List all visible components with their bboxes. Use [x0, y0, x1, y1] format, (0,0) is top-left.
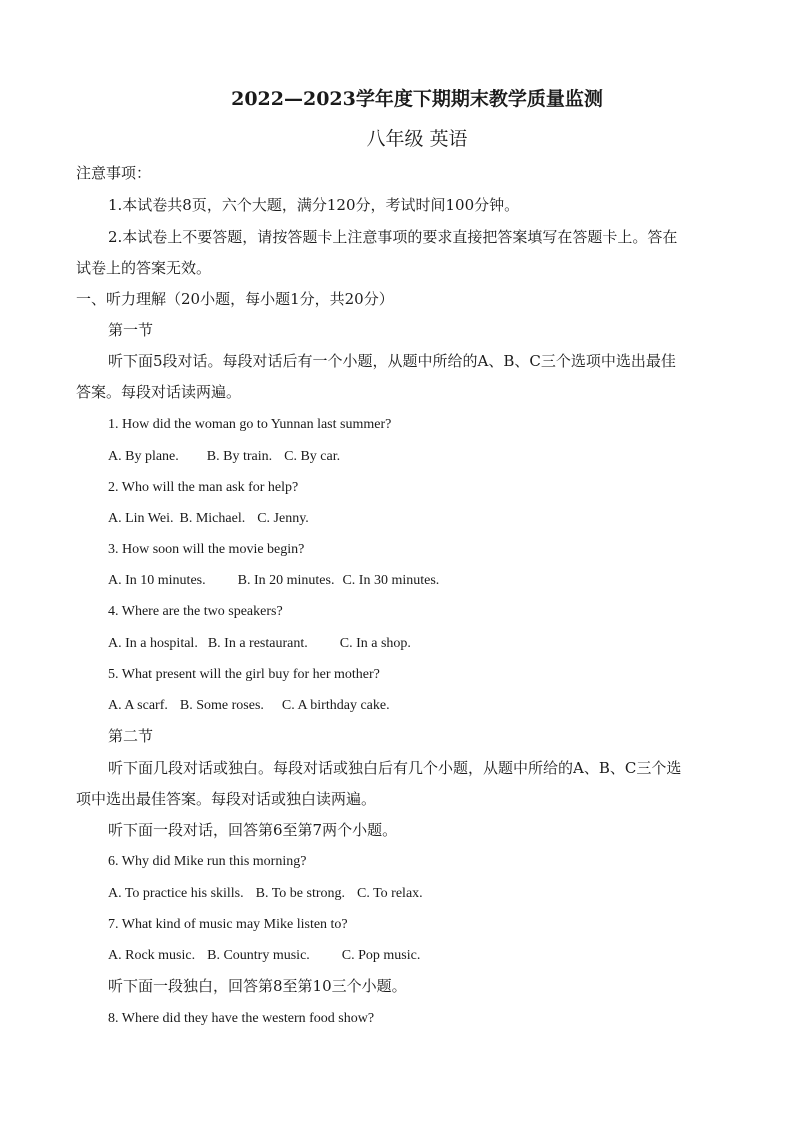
notice-heading: 注意事项： — [76, 164, 152, 182]
notice-item-2-line-2: 试卷上的答案无效。 — [76, 259, 212, 277]
option-b: B. To be strong. — [255, 886, 346, 901]
option-a: A. A scarf. — [108, 698, 168, 713]
notice-item-1: 1.本试卷共8页，六个大题，满分120分，考试时间100分钟。 — [108, 196, 520, 214]
question-1: 1. How did the woman go to Yunnan last summer? — [108, 417, 392, 432]
section2-instruction-line-1: 听下面几段对话或独白。每段对话或独白后有几个小题，从题中所给的A、B、C三个选 — [108, 759, 682, 777]
question-8: 8. Where did they have the western food show? — [108, 1011, 375, 1026]
option-c: C. Pop music. — [341, 948, 421, 963]
question-6-options — [108, 887, 423, 901]
question-7-options — [108, 949, 420, 963]
exam-title: 2022—2023学年度下期期末教学质量监测 — [231, 88, 603, 110]
question-5: 5. What present will the girl buy for her mother? — [108, 667, 380, 682]
option-b: B. By train. — [206, 449, 273, 464]
option-b: B. In a restaurant. — [207, 636, 308, 651]
section2-label: 第二节 — [108, 727, 154, 745]
notice-item-2-line-1: 2.本试卷上不要答题，请按答题卡上注意事项的要求直接把答案填写在答题卡上。答在 — [108, 228, 678, 246]
section1-instruction-line-1: 听下面5段对话。每段对话后有一个小题，从题中所给的A、B、C三个选项中选出最佳 — [108, 352, 676, 370]
option-b: B. Some roses. — [179, 698, 264, 713]
part1-heading: 一、听力理解（20小题，每小题1分，共20分） — [76, 290, 394, 308]
option-c: C. In 30 minutes. — [342, 573, 440, 588]
option-a: A. Rock music. — [108, 948, 196, 963]
section2-instruction-line-2: 项中选出最佳答案。每段对话或独白读两遍。 — [76, 790, 377, 808]
option-a: A. In 10 minutes. — [108, 573, 206, 588]
option-c: C. In a shop. — [339, 636, 411, 651]
monologue-group-2-intro: 听下面一段独白，回答第8至第10三个小题。 — [108, 977, 407, 995]
option-a: A. To practice his skills. — [108, 886, 244, 901]
option-b: B. Country music. — [207, 948, 310, 963]
option-c: C. A birthday cake. — [281, 698, 390, 713]
section1-instruction-line-2: 答案。每段对话读两遍。 — [76, 383, 242, 401]
question-2: 2. Who will the man ask for help? — [108, 480, 299, 495]
question-1-options — [108, 450, 340, 464]
question-7: 7. What kind of music may Mike listen to? — [108, 917, 348, 932]
option-c: C. To relax. — [357, 886, 423, 901]
option-c: C. By car. — [284, 449, 341, 464]
option-b: B. In 20 minutes. — [237, 573, 335, 588]
question-5-options — [108, 699, 390, 713]
question-4: 4. Where are the two speakers? — [108, 604, 283, 619]
exam-subtitle: 八年级 英语 — [366, 128, 468, 150]
option-a: A. In a hospital. — [108, 636, 198, 651]
option-a: A. Lin Wei. — [108, 511, 174, 526]
option-b: B. Michael. — [179, 511, 246, 526]
option-a: A. By plane. — [108, 449, 179, 464]
question-3-options — [108, 574, 439, 588]
question-2-options — [108, 512, 309, 526]
question-6: 6. Why did Mike run this morning? — [108, 854, 307, 869]
dialogue-group-1-intro: 听下面一段对话，回答第6至第7两个小题。 — [108, 821, 398, 839]
question-3: 3. How soon will the movie begin? — [108, 542, 305, 557]
question-4-options — [108, 637, 411, 651]
section1-label: 第一节 — [108, 321, 154, 339]
option-c: C. Jenny. — [257, 511, 309, 526]
